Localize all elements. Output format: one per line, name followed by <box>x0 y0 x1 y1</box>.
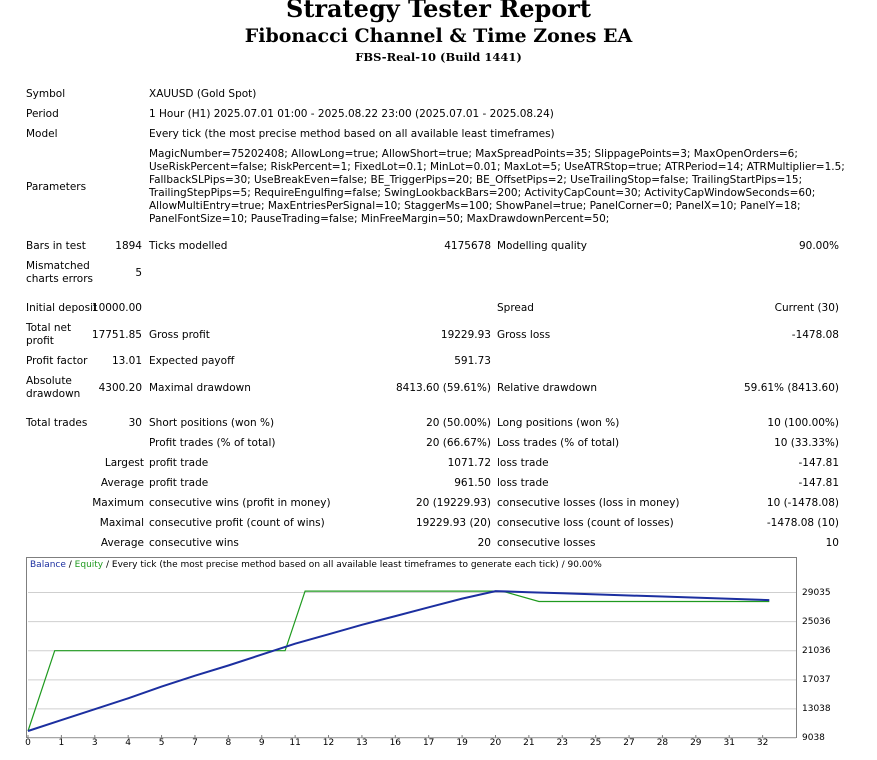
period-label: Period <box>26 108 59 120</box>
largest-loss-label: loss trade <box>497 457 549 469</box>
ticks-value: 4175678 <box>444 240 491 252</box>
parameters-value: MagicNumber=75202408; AllowLong=true; AllowShort=true; MaxSpreadPoints=35; SlippagePoints=3; MaxOpenOrders=6; UseRiskPercent=false; RiskPercent=1; FixedLot=0.1; MinLot=0.01; MaxLot=5; UseATRStop=true; ATRPeriod=14; ATRMultiplier=1.5; FallbackSLPips=30; UseBreakEven=false; BE_TriggerPips=20; BE_OffsetPips=2; UseTrailingStop=false; TrailingStartPips=15; TrailingStepPips=5; RequireEngulfing=false; SwingLookbackBars=200; ActivityCapCount=30; ActivityCapWindowSeconds=60; AllowMultiEntry=true; MaxEntriesPerSignal=10; StaggerMs=100; ShowPanel=true; PanelCorner=0; PanelX=10; PanelY=18; PanelFontSize=10; PauseTrading=false; MinFreeMargin=50; MaxDrawdownPercent=50; <box>149 148 845 225</box>
mismatch-label-2: charts errors <box>26 273 93 285</box>
x-tick-label: 5 <box>158 738 165 748</box>
short-label: Short positions (won %) <box>149 417 275 429</box>
absdd-value: 4300.20 <box>98 382 142 394</box>
x-tick-label: 16 <box>389 738 402 748</box>
symbol-value: XAUUSD (Gold Spot) <box>149 88 257 100</box>
x-tick-label: 19 <box>456 738 468 748</box>
average-prefix: Average <box>100 477 144 489</box>
avg-cons-prefix: Average <box>100 537 144 549</box>
deposit-label: Initial deposit <box>26 302 98 314</box>
profit-trades-value: 20 (66.67%) <box>426 437 491 449</box>
model-label: Model <box>26 128 58 140</box>
y-tick-label: 29035 <box>802 587 831 598</box>
x-tick-label: 17 <box>422 738 435 748</box>
netprofit-label-1: Total net <box>26 322 72 334</box>
y-tick-label: 17037 <box>802 674 831 685</box>
bars-label: Bars in test <box>26 240 86 252</box>
absdd-label-2: drawdown <box>26 388 81 400</box>
y-tick-label: 9038 <box>802 733 825 743</box>
average-loss-value: -147.81 <box>798 477 839 489</box>
spread-label: Spread <box>497 302 534 314</box>
maxdd-value: 8413.60 (59.61%) <box>396 382 491 394</box>
largest-profit-label: profit trade <box>149 457 209 469</box>
bars-value: 1894 <box>115 240 142 252</box>
profit-trades-label: Profit trades (% of total) <box>149 437 276 449</box>
avg-wins-value: 20 <box>477 537 491 549</box>
trades-label: Total trades <box>26 417 88 429</box>
avg-losses-label: consecutive losses <box>497 537 596 549</box>
parameters-label: Parameters <box>26 181 87 193</box>
maximum-prefix: Maximum <box>92 497 144 509</box>
largest-loss-value: -147.81 <box>798 457 839 469</box>
mismatch-value: 5 <box>135 267 142 279</box>
x-tick-label: 11 <box>289 738 301 748</box>
symbol-label: Symbol <box>26 88 66 100</box>
largest-prefix: Largest <box>104 457 144 469</box>
max-loss-value: -1478.08 (10) <box>766 517 839 529</box>
x-tick-label: 28 <box>656 738 669 748</box>
long-value: 10 (100.00%) <box>767 417 839 429</box>
ea-name: Fibonacci Channel & Time Zones EA <box>244 25 633 47</box>
short-value: 20 (50.00%) <box>426 417 491 429</box>
grossprofit-label: Gross profit <box>149 329 210 341</box>
x-tick-label: 12 <box>322 738 335 748</box>
reldd-label: Relative drawdown <box>497 382 598 394</box>
absdd-label-1: Absolute <box>26 375 72 387</box>
x-tick-label: 25 <box>589 738 602 748</box>
x-tick-label: 8 <box>225 738 232 748</box>
mismatch-label-1: Mismatched <box>26 260 90 272</box>
max-wins-label: consecutive wins (profit in money) <box>149 497 331 509</box>
chart-legend <box>30 559 602 571</box>
x-tick-label: 1 <box>58 738 65 748</box>
legend-separator: / <box>65 560 75 570</box>
grossloss-value: -1478.08 <box>791 329 839 341</box>
period-value: 1 Hour (H1) 2025.07.01 01:00 - 2025.08.22 23:00 (2025.07.01 - 2025.08.24) <box>149 108 554 120</box>
x-tick-label: 13 <box>356 738 368 748</box>
x-tick-label: 4 <box>125 738 132 748</box>
loss-trades-label: Loss trades (% of total) <box>497 437 620 449</box>
netprofit-value: 17751.85 <box>91 329 142 341</box>
netprofit-label-2: profit <box>26 335 54 347</box>
max-profit-label: consecutive profit (count of wins) <box>149 517 325 529</box>
largest-profit-value: 1071.72 <box>447 457 491 469</box>
payoff-value: 591.73 <box>454 355 491 367</box>
y-tick-label: 25036 <box>802 616 831 627</box>
loss-trades-value: 10 (33.33%) <box>774 437 839 449</box>
x-tick-label: 9 <box>258 738 265 748</box>
trades-value: 30 <box>128 417 142 429</box>
average-profit-label: profit trade <box>149 477 209 489</box>
x-tick-label: 21 <box>523 738 535 748</box>
quality-label: Modelling quality <box>497 240 587 252</box>
max-loss-label: consecutive loss (count of losses) <box>497 517 674 529</box>
max-losses-value: 10 (-1478.08) <box>766 497 839 509</box>
legend-description: / Every tick (the most precise method based on all available least timeframes to generate each tick) / 90.00% <box>103 560 602 570</box>
legend-equity: Equity <box>74 560 104 570</box>
x-tick-label: 29 <box>690 738 702 748</box>
equity-line <box>28 591 769 731</box>
maximal-prefix: Maximal <box>99 517 144 529</box>
y-tick-label: 13038 <box>802 703 831 714</box>
avg-losses-value: 10 <box>825 537 839 549</box>
average-profit-value: 961.50 <box>454 477 491 489</box>
avg-wins-label: consecutive wins <box>149 537 239 549</box>
server-build: FBS-Real-10 (Build 1441) <box>355 50 522 64</box>
average-loss-label: loss trade <box>497 477 549 489</box>
grossloss-label: Gross loss <box>497 329 551 341</box>
legend-balance: Balance <box>30 560 66 570</box>
max-profit-value: 19229.93 (20) <box>416 517 491 529</box>
x-tick-label: 27 <box>623 738 635 748</box>
x-tick-label: 32 <box>756 738 769 748</box>
deposit-value: 10000.00 <box>91 302 142 314</box>
quality-value: 90.00% <box>798 240 839 252</box>
max-wins-value: 20 (19229.93) <box>416 497 491 509</box>
spread-value: Current (30) <box>774 302 839 314</box>
grossprofit-value: 19229.93 <box>440 329 491 341</box>
payoff-label: Expected payoff <box>149 355 235 367</box>
report-title: Strategy Tester Report <box>285 0 592 23</box>
pf-label: Profit factor <box>26 355 88 367</box>
ticks-label: Ticks modelled <box>149 240 228 252</box>
y-tick-label: 21036 <box>802 645 831 656</box>
maxdd-label: Maximal drawdown <box>149 382 251 394</box>
x-tick-label: 0 <box>25 738 31 748</box>
x-tick-label: 20 <box>489 738 502 748</box>
x-tick-label: 7 <box>192 738 198 748</box>
x-tick-label: 3 <box>91 738 98 748</box>
reldd-value: 59.61% (8413.60) <box>744 382 839 394</box>
balance-line <box>28 591 769 731</box>
long-label: Long positions (won %) <box>497 417 620 429</box>
x-tick-label: 31 <box>723 738 735 748</box>
x-tick-label: 23 <box>556 738 568 748</box>
pf-value: 13.01 <box>111 355 142 367</box>
max-losses-label: consecutive losses (loss in money) <box>497 497 680 509</box>
model-value: Every tick (the most precise method based on all available least timeframes) <box>149 128 555 140</box>
